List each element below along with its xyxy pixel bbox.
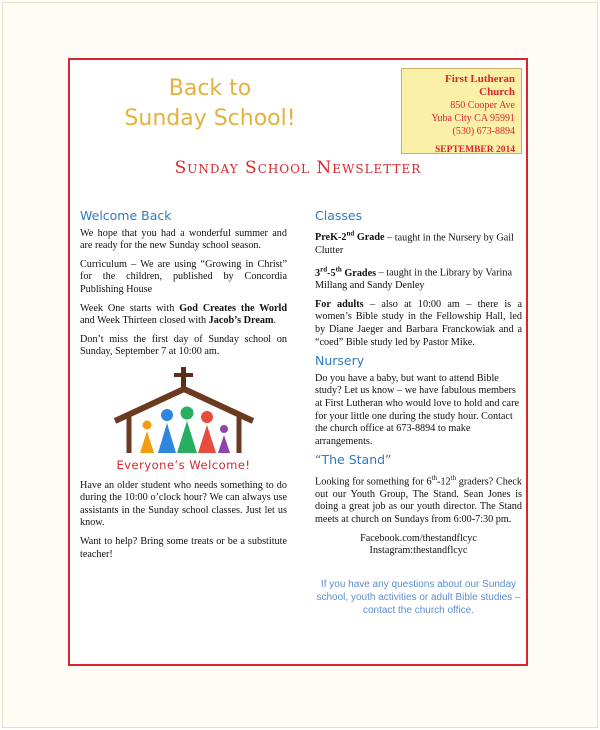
class-prek-text: – taught in the Nursery by Gail Clutter [315, 231, 514, 256]
class-3-5-text: – taught in the Library by Varina Millang and Sandy Denley [315, 267, 512, 292]
class-adults-label: For adults [315, 298, 364, 310]
contact-footer-note: If you have any questions about our Sunday school, youth activities or adult Bible studies – contact the church office. [316, 578, 521, 616]
newsletter-page [68, 58, 528, 666]
church-info-box [401, 68, 522, 154]
class-3-5-label: 3rd-5th Grades [315, 265, 377, 279]
week-text-c: and Week Thirteen closed with [80, 315, 209, 327]
back-to-school-title [110, 74, 310, 134]
welcome-back-heading: Welcome Back [80, 208, 172, 223]
week-text-e: . [273, 315, 276, 327]
church-with-family-icon [109, 365, 259, 457]
the-stand-paragraph: Looking for something for 6th-12th graders? Check out our Youth Group, The Stand. Sean Jones is doing a great job as our youth director. The Stand meets at church on Sundays from 6:00-7:30 pm. [315, 473, 523, 526]
class-3-5 [315, 263, 522, 293]
week-one-title: God Creates the World [179, 302, 287, 314]
first-day-paragraph: Don’t miss the first day of Sunday school on Sunday, September 7 at 10:00 am. [80, 333, 287, 358]
nursery-paragraph: Do you have a baby, but want to attend Bible study? Let us know – we have fabulous members at First Lutheran who would love to hold and care for your little one during the study hour. Contact the church office at 673-8894 to make arrangements. [315, 372, 519, 447]
instagram-handle[interactable]: Instagram:thestandflcyc [369, 545, 468, 557]
class-prek-label: PreK-2nd Grade [315, 229, 385, 243]
newsletter-title: Sunday School Newsletter [174, 158, 422, 178]
want-to-help-paragraph: Want to help? Bring some treats or be a substitute teacher! [80, 535, 287, 560]
the-stand-heading: “The Stand” [315, 452, 392, 468]
left-column [80, 210, 287, 567]
church-address: 850 Cooper Ave [450, 100, 515, 111]
church-city: Yuba City CA 95991 [431, 113, 515, 124]
older-student-paragraph: Have an older student who needs something to do during the 10:00 o’clock hour? We can always use assistants in the Sunday school classes. Just let us know. [80, 479, 287, 529]
title-line-2: Sunday School! [124, 106, 296, 131]
class-adults-text: – also at 10:00 am – there is a women’s Bible study in the Fellowship Hall, led by Diane Jaeger and Barbara Franckowiak and a “coed” Bible study led by Pastor Mike. [315, 298, 522, 348]
classes-heading: Classes [315, 208, 363, 223]
nursery-heading: Nursery [315, 353, 365, 369]
church-phone: (530) 673-8894 [452, 126, 515, 137]
week-one-paragraph [80, 303, 287, 328]
class-adults [315, 299, 522, 349]
week-text-a: Week One starts with [80, 302, 180, 314]
welcome-paragraph: We hope that you had a wonderful summer and are ready for the new Sunday school season. [80, 227, 287, 252]
newsletter-month: SEPTEMBER 2014 [435, 145, 515, 155]
title-line-1: Back to [168, 76, 252, 101]
church-name: First Lutheran Church [445, 73, 515, 98]
curriculum-paragraph: Curriculum – We are using “Growing in Christ” for the children, published by Concordia Publishing House [80, 258, 287, 295]
week-thirteen-title: Jacob’s Dream [208, 315, 274, 327]
class-prek-2 [315, 228, 522, 258]
facebook-link[interactable]: Facebook.com/thestandflcyc [360, 532, 477, 544]
right-column [315, 210, 522, 617]
everyones-welcome: Everyone’s Welcome! [116, 457, 251, 472]
